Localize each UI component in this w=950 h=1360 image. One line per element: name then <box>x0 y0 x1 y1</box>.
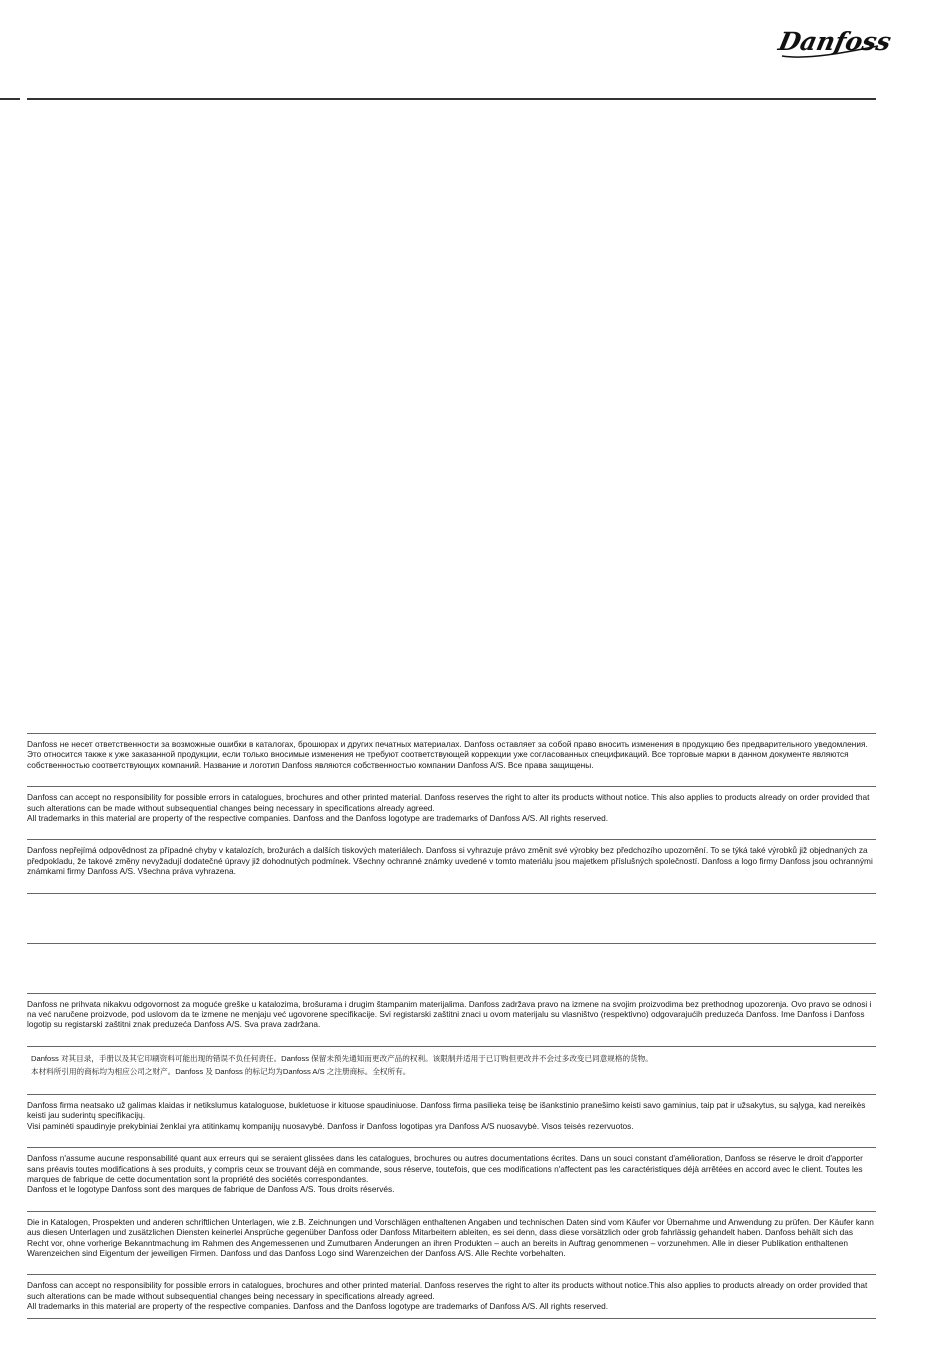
disclaimer-list <box>27 733 876 1329</box>
disclaimer-fr-8: Danfoss n'assume aucune responsabilité quant aux erreurs qui se seraient glissées dans les catalogues, brochures ou autres documentations écrites. Dans un souci constant d'amélioration, Danfoss se réserve le droit d'apporter sans préavis toutes modifications à ses produits, y compris ceux se trouvant déjà en commande, sous réserve, toutefois, que ces modifications n'affectent pas les caractéristiques déjà arrêtées en accord avec le client. Toutes les marques de fabrique de cette documentation sont la propriété des sociétés correspondantes. Danfoss et le logotype Danfoss sont des marques de fabrique de Danfoss A/S. Tous droits réservés. <box>27 1147 876 1201</box>
svg-text:Danfoss: Danfoss <box>775 26 894 56</box>
disclaimer-de-9: Die in Katalogen, Prospekten und anderen schriftlichen Unterlagen, wie z.B. Zeichnungen und Vorschlägen enthaltenen Angaben und technischen Daten sind vom Käufer vor Übernahme und Anwendung zu prüfen. Der Käufer kann aus diesen Unterlagen und zusätzlichen Diensten keinerlei Ansprüche gegenüber Danfoss oder Danfoss Mitarbeitern ableiten, es sei denn, dass diese vorsätzlich oder grob fahrlässig gehandelt haben. Danfoss behält sich das Recht vor, ohne vorherige Bekanntmachung im Rahmen des Angemessenen und Zumutbaren Änderungen an ihren Produkten – auch an bereits in Auftrag genommenen – vorzunehmen. Alle in dieser Publikation enthaltenen Warenzeichen sind Eigentum der jeweiligen Firmen. Danfoss und das Danfoss Logo sind Warenzeichen der Danfoss A/S. Alle Rechte vorbehalten. <box>27 1211 876 1265</box>
disclaimer-en-1: Danfoss can accept no responsibility for possible errors in catalogues, brochures and other printed material. Danfoss reserves the right to alter its products without notice. This also applies to products already on order provided that such alterations can be made without subsequential changes being necessary in specifications already agreed. All trademarks in this material are property of the respective companies. Danfoss and the Danfoss logotype are trademarks of Danfoss A/S. All rights reserved. <box>27 786 876 829</box>
disclaimer-hr-5: Danfoss ne prihvata nikakvu odgovornost za moguće greške u katalozima, brošurama i drugim štampanim materijalima. Danfoss zadržava pravo na izmene na svojim proizvodima bez prethodnog upozorenja. Ovo pravo se odnosi i na već naručene proizvode, pod uslovom da te izmene ne menjaju već ugovorene specifikacije. Svi registarski zaštitni znaci u ovom materijalu su vlasništvo (respektivno) odgovarajućih preduzeća Danfoss. Ime Danfoss i Danfoss logotip su registarski zaštitni znak preduzeća Danfoss A/S. Sva prava zadržana. <box>27 993 876 1036</box>
header-rule <box>27 98 876 100</box>
disclaimer-zh-6: Danfoss 对其目录，手册以及其它印刷资料可能出现的错误不负任何责任。Danfoss 保留未预先通知而更改产品的权利。该限制并适用于已订购但更改并不会过多改变已同意规格的货物。 本材料所引用的商标均为相应公司之财产。Danfoss 及 Danfoss 的标记均为Danfoss A/S 之注册商标。全权所有。 <box>27 1046 876 1084</box>
disclaimer-blank-4 <box>27 943 876 983</box>
disclaimer-lt-7: Danfoss firma neatsako už galimas klaidas ir netikslumus kataloguose, bukletuose ir kituose spaudiniuose. Danfoss firma pasilieka teisę be išankstinio pranešimo keisti savo gaminius, taip pat ir užsakytus, su sąlyga, kad nereikės keisti jau suderintų specifikacijų. Visi paminėti spaudinyje prekybiniai ženklai yra atitinkamų kompanijų nuosavybė. Danfoss ir Danfoss logotipas yra Danfoss A/S nuosavybė. Visos teisės rezervuotos. <box>27 1094 876 1137</box>
disclaimer-en-10: Danfoss can accept no responsibility for possible errors in catalogues, brochures and other printed material. Danfoss reserves the right to alter its products without notice.This also applies to products already on order provided that such alterations can be made without subsequential changes being necessary in specifications already agreed. All trademarks in this material are property of the respective companies. Danfoss and the Danfoss logotype are trademarks of Danfoss A/S. All rights reserved. <box>27 1274 876 1318</box>
header-rule-short <box>0 98 20 100</box>
disclaimer-blank-3 <box>27 893 876 933</box>
danfoss-logo <box>775 18 894 64</box>
disclaimer-cs-2: Danfoss nepřejímá odpovědnost za případné chyby v katalozích, brožurách a dalších tiskových materiálech. Danfoss si vyhrazuje právo změnit své výrobky bez předchozího upozornění. To se týká také výrobků již objednaných za předpokladu, že takové změny nevyžadují dodatečné úpravy již dohodnutých podmínek. Všechny ochranné známky uvedené v tomto materiálu jsou majetkem příslušných společností. Danfoss a logo firmy Danfoss jsou ochrannými známkami firmy Danfoss A/S. Všechna práva vyhrazena. <box>27 839 876 882</box>
disclaimer-ru-0: Danfoss не несет ответственности за возможные ошибки в каталогах, брошюрах и других печатных материалах. Danfoss оставляет за собой право вносить изменения в продукцию без предварительного уведомления. Это относится также к уже заказанной продукции, если только вносимые изменения не требуют соответствующей коррекции уже согласованных спецификаций. Все торговые марки в данном документе являются собственностью соответствующих компаний. Название и логотип Danfoss являются собственностью компании Danfoss A/S. Все права защищены. <box>27 733 876 776</box>
